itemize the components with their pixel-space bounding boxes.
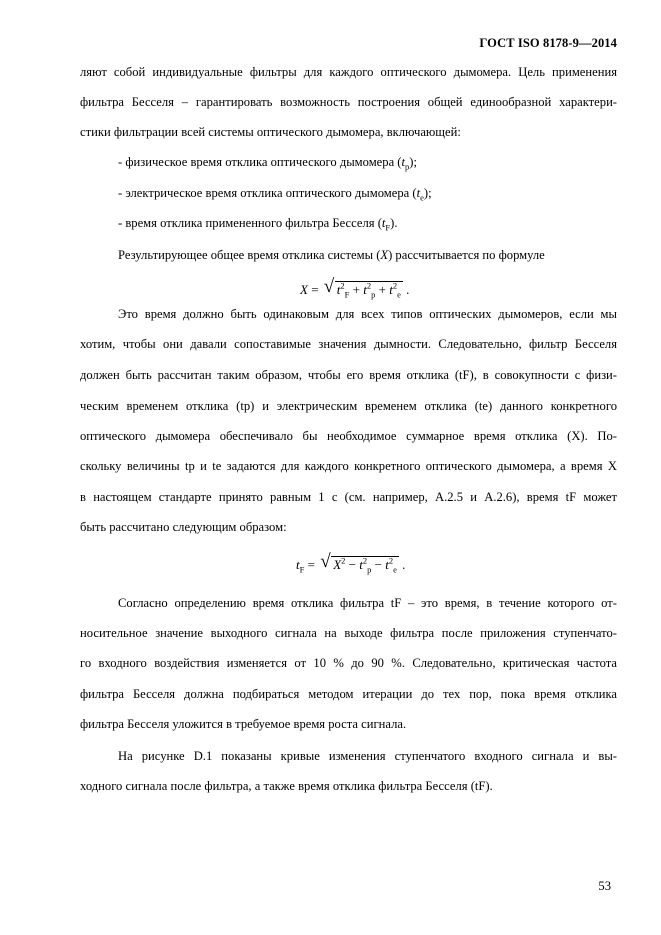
text-line: в настоящем стандарте принято равным 1 с (см. например, А.2.5 и А.2.6), время tF может — [80, 490, 617, 504]
text-line: носительное значение выходного сигнала на выходе фильтра после приложения ступенчато- — [80, 626, 617, 640]
text-line: должен быть рассчитан таким образом, чтобы его время отклика (tF), в совокупности с физи- — [80, 368, 617, 382]
text-line: фильтра Бесселя должна подбираться методом итерации до тех пор, пока время отклика — [80, 687, 617, 701]
text-line: го входного воздействия изменяется от 10 % до 90 %. Следовательно, критическая частота — [80, 656, 617, 670]
text-line: ходного сигнала после фильтра, а также время отклика фильтра Бесселя (tF). — [80, 779, 493, 793]
list-item: - электрическое время отклика оптического дымомера $(t_e)$; — [118, 186, 432, 203]
text-line: оптического дымомера обеспечивало бы необходимое суммарное время отклика (X). По- — [80, 429, 617, 443]
text-line: На рисунке D.1 показаны кривые изменения ступенчатого входного сигнала и вы- — [118, 749, 617, 763]
text-line: Это время должно быть одинаковым для всех типов оптических дымомеров, если мы — [118, 307, 617, 321]
text-line: Согласно определению время отклика фильтра tF – это время, в течение которого от- — [118, 596, 617, 610]
page-number: 53 — [598, 879, 611, 893]
text-line: ческим временем отклика (tp) и электрическим временем отклика (te) данного конкретного — [80, 399, 617, 413]
document-header: ГОСТ ISO 8178-9—2014 — [479, 36, 617, 50]
text-line: Результирующее общее время отклика системы (X) рассчитывается по формуле — [118, 248, 545, 262]
formula-total-response: X = √ $t^2_F + t^2_p + t^2_e$ . — [300, 276, 410, 300]
list-item: - время отклика примененного фильтра Бесселя $(t_F)$. — [118, 216, 398, 233]
list-item: - физическое время отклика оптического дымомера $(t_p)$; — [118, 155, 417, 172]
text-line: хотим, чтобы они давали сопоставимые значения дымности. Следовательно, фильтр Бесселя — [80, 337, 617, 351]
formula-filter-response: $t_F$ = √ $X^2 - t^2_p - t^2_e$ . — [296, 551, 406, 575]
text-line: фильтра Бесселя уложится в требуемое время роста сигнала. — [80, 717, 407, 731]
square-root: √ $X^2 - t^2_p - t^2_e$ — [320, 551, 397, 575]
text-line: фильтра Бесселя – гарантировать возможность построения общей единообразной характери- — [80, 95, 617, 109]
text-line: скольку величины tp и te задаются для каждого конкретного оптического дымомера, а время X — [80, 459, 617, 473]
square-root: √ $t^2_F + t^2_p + t^2_e$ — [323, 276, 401, 300]
text-line: ляют собой индивидуальные фильтры для каждого оптического дымомера. Цель применения — [80, 65, 617, 79]
text-line: стики фильтрации всей системы оптического дымомера, включающей: — [80, 125, 461, 139]
text-line: быть рассчитано следующим образом: — [80, 520, 287, 534]
